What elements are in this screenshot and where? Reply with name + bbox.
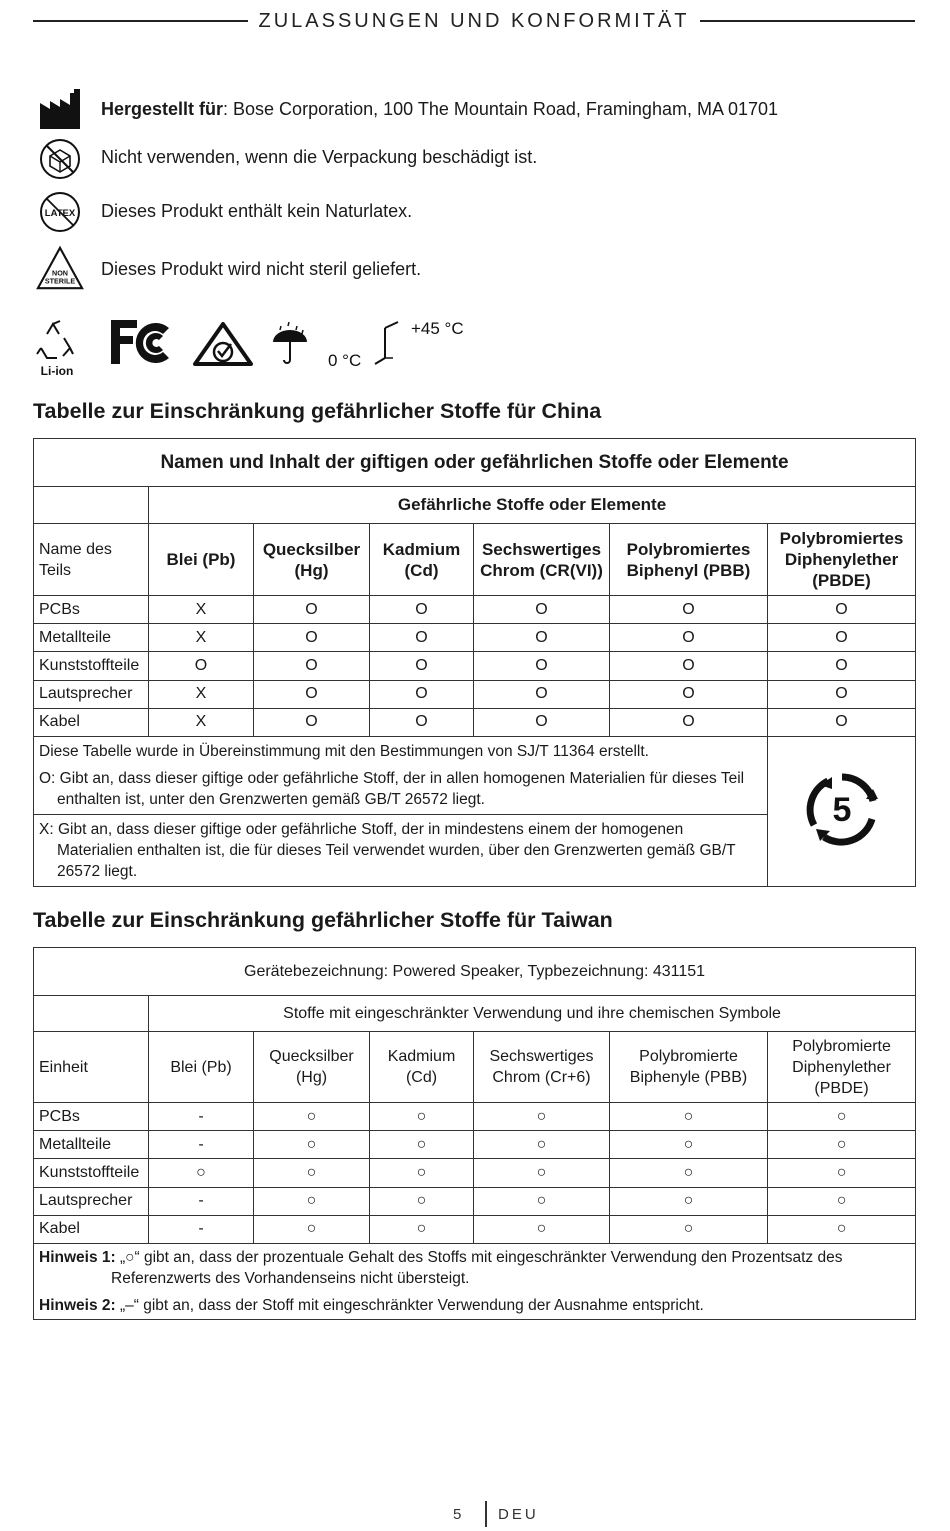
table-cell: Kabel [34,1215,149,1243]
efup-cell [768,736,916,886]
table-row [34,624,916,652]
taiwan-data-rows [34,1103,916,1244]
temperature-limit-icon [375,322,398,364]
china-table-title: Tabelle zur Einschränkung gefährlicher Stoffe für China [33,399,602,423]
page-footer [0,1500,950,1528]
taiwan-rohs-table [33,947,916,1320]
table-cell: O [254,680,370,708]
table-cell: O [768,624,916,652]
table-cell: ○ [149,1159,254,1187]
taiwan-note-2 [39,1295,910,1316]
table-cell: - [149,1103,254,1131]
table-cell: Kunststoffteile [34,1159,149,1187]
table-cell: ○ [254,1103,370,1131]
table-cell: X [149,624,254,652]
table-cell: ○ [474,1187,610,1215]
china-col-pb: Blei (Pb) [149,524,254,596]
table-row [34,1103,916,1131]
table-cell: ○ [254,1131,370,1159]
table-cell: ○ [610,1187,768,1215]
china-column-header-row [34,524,916,596]
table-cell: ○ [474,1159,610,1187]
taiwan-column-header-row [34,1032,916,1103]
table-row [34,708,916,736]
table-cell: ○ [768,1215,916,1243]
taiwan-col-pbde: Polybromierte Diphenylether (PBDE) [768,1032,916,1103]
header-rule-right [700,20,915,22]
china-note-standard: Diese Tabelle wurde in Übereinstimmung mit den Bestimmungen von SJ/T 11364 erstellt. [39,742,649,760]
table-row [34,1187,916,1215]
taiwan-note-2-text: „–“ gibt an, dass der Stoff mit eingeschränkter Verwendung der Ausnahme entspricht. [115,1296,704,1314]
taiwan-note-1-text: „○“ gibt an, dass der prozentuale Gehalt des Stoffs mit eingeschränkter Verwendung den Prozentsatz des Referenzwerts des Vorhandenseins nicht übersteigt. [111,1248,843,1287]
table-cell: O [474,652,610,680]
page-title: ZULASSUNGEN UND KONFORMITÄT [258,9,690,32]
taiwan-main-header: Gerätebezeichnung: Powered Speaker, Typbezeichnung: 431151 [34,948,916,996]
china-col-hg: Quecksilber (Hg) [254,524,370,596]
table-row [34,680,916,708]
recycle-li-ion-icon [37,321,73,378]
china-note-x: X: Gibt an, dass dieser giftige oder gefährliche Stoff, der in mindestens einem der homogenen Materialien enthalten ist, die für dieses Teil verwendet wurden, über den Grenzwerten gemäß GB/T 26572 liegt. [39,820,736,880]
table-cell: ○ [610,1131,768,1159]
taiwan-table-title: Tabelle zur Einschränkung gefährlicher Stoffe für Taiwan [33,908,613,932]
table-cell: O [610,652,768,680]
table-cell: ○ [610,1215,768,1243]
non-label: NON [52,268,68,278]
table-cell: ○ [768,1159,916,1187]
table-cell: O [474,624,610,652]
taiwan-col-hg: Quecksilber (Hg) [254,1032,370,1103]
table-cell: PCBs [34,596,149,624]
taiwan-col-cr6: Sechswertiges Chrom (Cr+6) [474,1032,610,1103]
china-col-pbde: Polybromiertes Diphenylether (PBDE) [768,524,916,596]
china-notes-o [34,736,768,814]
china-empty-cell [34,487,149,524]
temp-high-label: +45 °C [411,319,464,338]
table-cell: O [254,708,370,736]
table-cell: O [370,652,474,680]
page-number: 5 [453,1506,464,1523]
table-cell: Kunststoffteile [34,652,149,680]
table-cell: ○ [610,1159,768,1187]
table-cell: O [370,680,474,708]
table-cell: PCBs [34,1103,149,1131]
table-cell: O [370,624,474,652]
table-cell: O [254,624,370,652]
table-cell: ○ [474,1215,610,1243]
table-cell: O [768,596,916,624]
no-latex-icon [36,188,84,236]
table-cell: Kabel [34,708,149,736]
header-rule-left [33,20,248,22]
taiwan-sub-header: Stoffe mit eingeschränkter Verwendung und ihre chemischen Symbole [149,996,916,1032]
manufacturer-label: Hergestellt für [101,99,224,119]
table-cell: Metallteile [34,1131,149,1159]
table-cell: O [474,596,610,624]
table-cell: ○ [370,1215,474,1243]
table-cell: O [149,652,254,680]
taiwan-col-cd: Kadmium (Cd) [370,1032,474,1103]
efup-number: 5 [832,790,851,829]
non-sterile-text: Dieses Produkt wird nicht steril geliefert. [101,259,422,279]
non-sterile-icon [36,244,84,292]
table-cell: X [149,680,254,708]
manufacturer-text: : Bose Corporation, 100 The Mountain Road, Framingham, MA 01701 [223,99,779,119]
temp-low-label: 0 °C [328,351,362,370]
china-data-rows [34,596,916,737]
table-cell: Lautsprecher [34,680,149,708]
table-cell: O [474,680,610,708]
taiwan-note-2-label: Hinweis 2: [39,1296,116,1314]
symbol-row-no-latex [36,188,413,236]
table-cell: O [610,680,768,708]
table-cell: - [149,1131,254,1159]
language-code: DEU [498,1506,539,1523]
china-col-cd: Kadmium (Cd) [370,524,474,596]
china-rohs-table [33,438,916,887]
table-cell: ○ [254,1215,370,1243]
li-ion-label: Li-ion [40,364,74,378]
efup-5-icon [802,769,882,849]
table-row [34,652,916,680]
table-cell: ○ [370,1159,474,1187]
table-row [34,1159,916,1187]
page-header [33,8,915,34]
taiwan-notes [34,1243,916,1319]
table-cell: - [149,1187,254,1215]
certification-marks [33,316,503,386]
table-cell: O [254,652,370,680]
table-cell: O [610,596,768,624]
china-sub-header: Gefährliche Stoffe oder Elemente [149,487,916,524]
damaged-package-text: Nicht verwenden, wenn die Verpackung beschädigt ist. [101,147,538,167]
sterile-label: STERILE [44,276,76,286]
taiwan-empty-cell [34,996,149,1032]
table-cell: X [149,596,254,624]
latex-label: LATEX [44,208,76,219]
fcc-logo-icon [111,320,169,364]
table-row [34,596,916,624]
taiwan-note-1-label: Hinweis 1: [39,1248,116,1266]
china-col-pbb: Polybromiertes Biphenyl (PBB) [610,524,768,596]
table-cell: O [610,624,768,652]
symbol-row-damaged-package [36,135,538,183]
china-notes-x [34,814,768,886]
table-cell: O [768,680,916,708]
taiwan-col-pbb: Polybromierte Biphenyle (PBB) [610,1032,768,1103]
taiwan-col-pb: Blei (Pb) [149,1032,254,1103]
china-col-cr6: Sechswertiges Chrom (CR(VI)) [474,524,610,596]
table-cell: O [370,708,474,736]
table-cell: ○ [610,1103,768,1131]
table-cell: ○ [768,1131,916,1159]
keep-dry-icon [273,322,307,363]
table-cell: ○ [370,1103,474,1131]
table-cell: ○ [474,1103,610,1131]
damaged-package-icon [36,135,84,183]
table-row [34,1131,916,1159]
taiwan-col-unit: Einheit [34,1032,149,1103]
taiwan-note-1 [39,1247,910,1289]
no-latex-text: Dieses Produkt enthält kein Naturlatex. [101,201,413,221]
table-cell: ○ [768,1187,916,1215]
china-main-header: Namen und Inhalt der giftigen oder gefährlichen Stoffe oder Elemente [34,439,916,487]
table-cell: O [370,596,474,624]
table-cell: O [610,708,768,736]
table-cell: ○ [254,1159,370,1187]
table-row [34,1215,916,1243]
table-cell: O [474,708,610,736]
table-cell: ○ [768,1103,916,1131]
table-cell: Lautsprecher [34,1187,149,1215]
china-note-o: O: Gibt an, dass dieser giftige oder gefährliche Stoff, der in allen homogenen Materialien für dieses Teil enthalten ist, unter den Grenzwerten gemäß GB/T 26572 liegt. [39,769,745,808]
table-cell: O [254,596,370,624]
manufacturer-icon [36,86,84,134]
symbol-row-non-sterile [36,244,422,292]
rcm-mark-icon [195,324,251,364]
table-cell: O [768,652,916,680]
table-cell: ○ [474,1131,610,1159]
table-cell: ○ [370,1131,474,1159]
footer-divider [485,1501,487,1527]
table-cell: - [149,1215,254,1243]
symbol-row-manufacturer [36,86,779,134]
table-cell: ○ [254,1187,370,1215]
table-cell: X [149,708,254,736]
china-col-part: Name des Teils [34,524,149,596]
table-cell: Metallteile [34,624,149,652]
table-cell: ○ [370,1187,474,1215]
table-cell: O [768,708,916,736]
